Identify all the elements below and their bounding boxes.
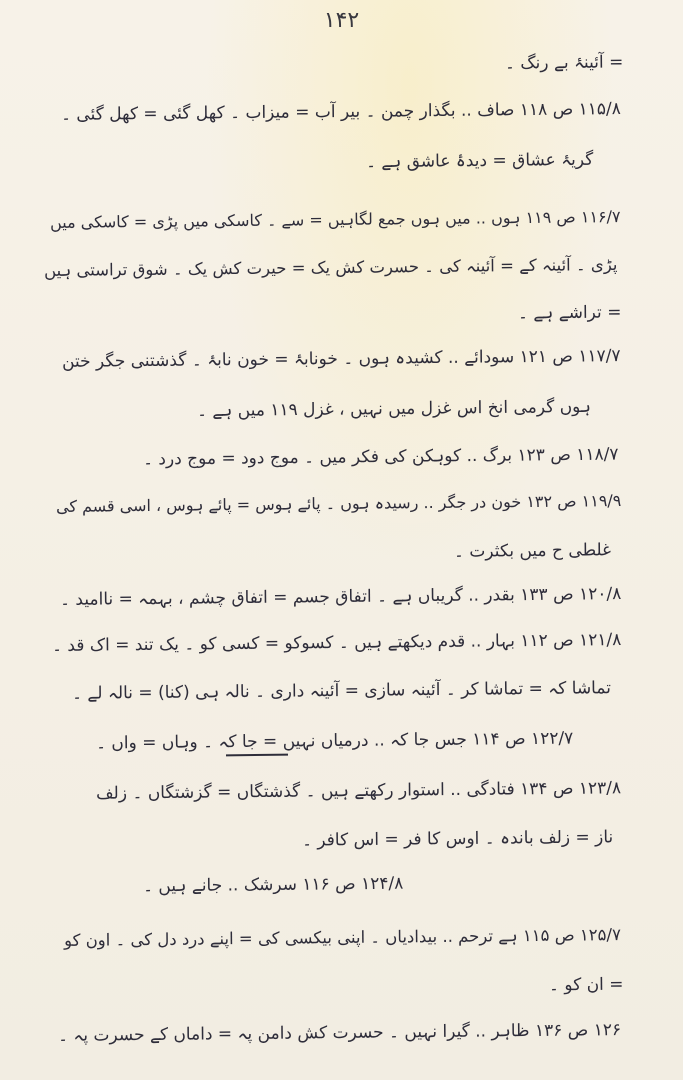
text-line-11: غلطی ح میں بکثرت ۔ [453,540,612,562]
text-line-5: پڑی ۔ آئینہ کے = آئینہ کی ۔ حسرت کش یک = حیرت کش یک ۔ شوق تراستی ہیں [43,254,618,281]
text-line-18: ۱۲۴/۸ ص ۱۱۶ سرشک .. جانے ہیں ۔ [142,873,404,897]
text-line-3: گریۂ عشاق = دیدۂ عاشق ہے ۔ [365,149,594,173]
text-line-17: ناز = زلف باندہ ۔ اوس کا فر = اس کافر ۔ [301,827,614,851]
text-line-16: ۱۲۳/۸ ص ۱۳۴ فتادگی .. استوار رکھتے ہیں ۔ گذشتگاں = گزشتگاں ۔ زلف [95,778,622,804]
text-line-14: تماشا کہ = تماشا کر ۔ آئینہ سازی = آئینہ داری ۔ نالہ ہی (کنا) = نالہ لے ۔ [72,678,612,704]
page-number: ۱۴۲ [323,8,360,33]
underline-mark [226,754,288,757]
text-line-1: = آئینۂ بے رنگ ۔ [504,52,624,74]
text-line-6: = تراشے ہے ۔ [517,302,622,324]
text-line-13: ۱۲۱/۸ ص ۱۱۲ بہار .. قدم دیکھتے ہیں ۔ کسوکو = کسی کو ۔ یک تند = اک قد ۔ [51,630,622,656]
text-line-2: ۱۱۵/۸ ص ۱۱۸ صاف .. بگذار چمن ۔ بیر آب = میزاب ۔ کھل گئی = کھل گئی ۔ [61,99,622,125]
text-line-12: ۱۲۰/۸ ص ۱۳۳ بقدر .. گریباں ہے ۔ اتفاق جسم = اتفاق چشم ، بہمہ = ناامید ۔ [59,584,622,610]
text-line-8: ہوں گرمی انخ اس غزل میں نہیں ، غزل ۱۱۹ میں ہے ۔ [197,396,592,422]
text-line-20: = ان کو ۔ [548,974,624,996]
text-line-15: ۱۲۲/۷ ص ۱۱۴ جس جا کہ .. درمیاں نہیں = جا کہ ۔ وہاں = واں ۔ [95,728,574,754]
text-line-21: ۱۲۶ ص ۱۳۶ ظاہر .. گیرا نہیں ۔ حسرت کش دامن پہ = داماں کے حسرت پہ ۔ [57,1020,622,1046]
text-line-19: ۱۲۵/۷ ص ۱۱۵ ہے ترحم .. بیدادیاں ۔ اپنی بیکسی کی = اپنے درد دل کی ۔ اون کو [64,925,622,950]
text-line-7: ۱۱۷/۷ ص ۱۲۱ سودائے .. کشیدہ ہوں ۔ خونابۂ = خون نابۂ ۔ گذشتنی جگر ختن [62,346,622,372]
text-line-4: ۱۱۶/۷ ص ۱۱۹ ہوں .. میں ہوں جمع لگاہیں = سے ۔ کاسکی میں پڑی = کاسکی میں [50,207,622,232]
text-line-10: ۱۱۹/۹ ص ۱۳۲ خون در جگر .. رسیدہ ہوں ۔ پائے ہوس = پائے ہوس ، اسی قسم کی [55,491,622,516]
text-line-9: ۱۱۸/۷ ص ۱۲۳ برگ .. کوہکن کی فکر میں ۔ موج دود = موج درد ۔ [143,444,620,470]
